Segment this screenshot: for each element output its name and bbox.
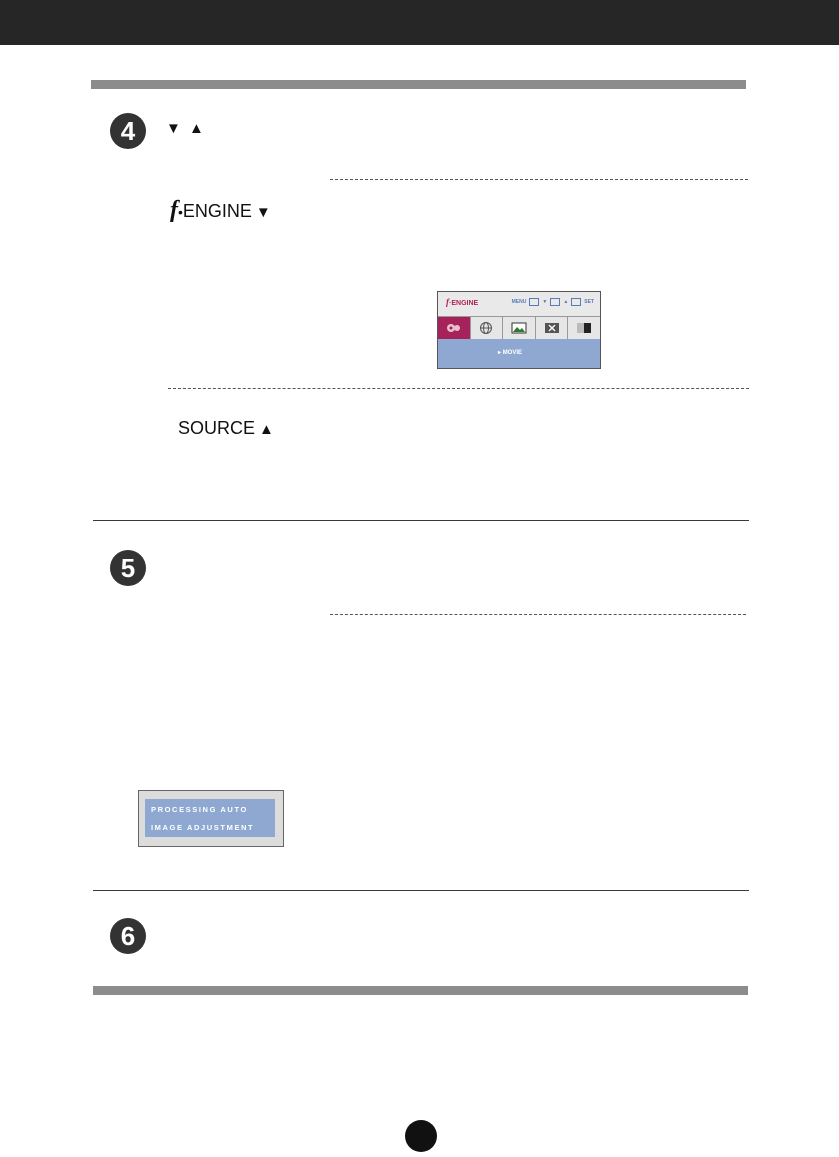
fengine-text: ENGINE <box>182 201 252 221</box>
divider-step-5 <box>93 520 749 521</box>
next-icon <box>571 298 581 306</box>
divider-step-6 <box>93 890 749 891</box>
down-arrow-icon: ▼ <box>255 204 271 221</box>
movie-icon <box>438 317 471 339</box>
section-top-rule <box>91 80 746 89</box>
user-icon <box>536 317 569 339</box>
osd-mode-panel <box>438 339 600 368</box>
osd-key-legend <box>512 298 594 306</box>
auto-adjust-line-1: PROCESSING AUTO <box>151 805 248 814</box>
auto-adjust-panel <box>145 799 275 837</box>
dashed-divider-2 <box>168 388 749 389</box>
step-5-badge: 5 <box>110 550 146 586</box>
prev-icon <box>550 298 560 306</box>
step-4-badge: 4 <box>110 113 146 149</box>
source-button-label <box>178 418 274 439</box>
auto-adjust-line-2: IMAGE ADJUSTMENT <box>151 823 255 832</box>
page-number-circle <box>405 1120 437 1152</box>
auto-adjust-osd <box>138 790 284 847</box>
dashed-divider-1 <box>330 179 748 180</box>
osd-menu-key: MENU <box>511 299 527 305</box>
exit-icon <box>529 298 539 306</box>
step-6-badge: 6 <box>110 918 146 954</box>
osd-mode-icons <box>438 316 600 340</box>
source-text: SOURCE <box>178 418 256 438</box>
osd-selected-mode: ▸ MOVIE <box>498 350 523 356</box>
dashed-divider-3 <box>330 614 746 615</box>
osd-logo: f·ENGINE <box>446 297 479 307</box>
fengine-osd-menu <box>437 291 601 369</box>
osd-up-icon: ▲ <box>563 299 569 305</box>
header-band <box>0 0 839 45</box>
osd-header <box>438 292 600 315</box>
section-bottom-rule <box>93 986 748 995</box>
internet-icon <box>471 317 504 339</box>
osd-down-icon: ▼ <box>542 299 548 305</box>
osd-set-key: SET <box>584 299 594 305</box>
normal-icon <box>503 317 536 339</box>
demo-icon <box>568 317 600 339</box>
fengine-logo-icon: f <box>170 197 178 223</box>
up-arrow-icon: ▲ <box>259 421 274 438</box>
fengine-button-label: f•ENGINE ▼ <box>170 197 271 223</box>
down-up-arrows: ▼ ▲ <box>166 120 206 137</box>
